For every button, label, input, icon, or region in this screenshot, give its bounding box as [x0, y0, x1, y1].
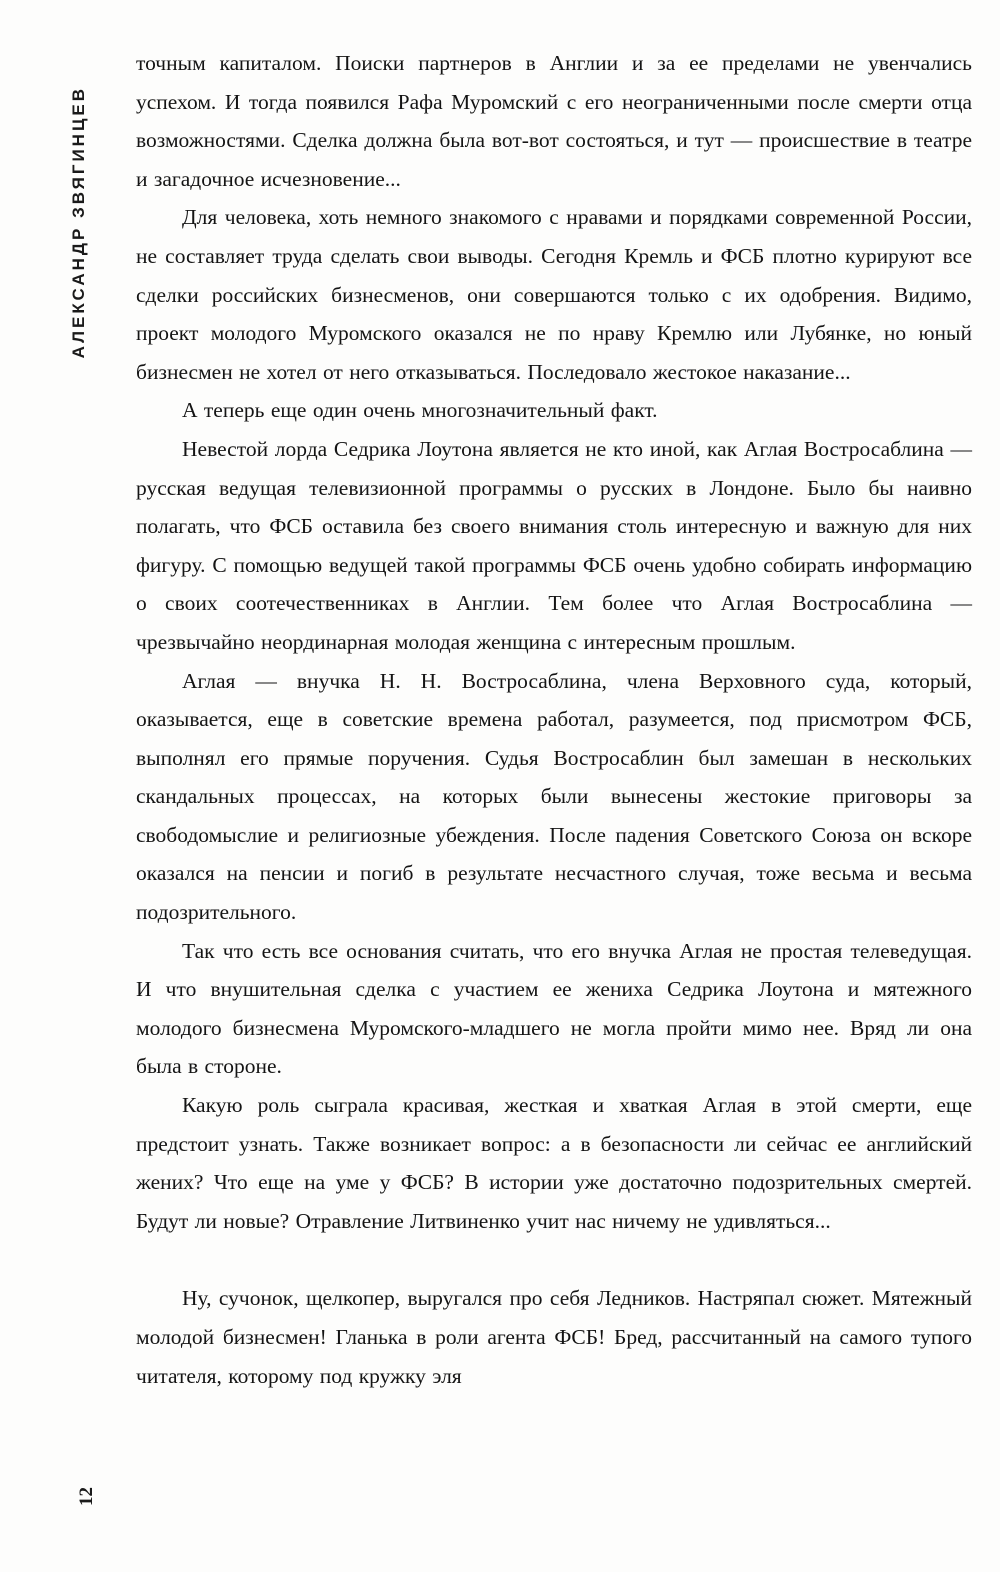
paragraph-6: Так что есть все основания считать, что его внучка Аглая не простая телеведущая. И что внушительная сделка с участием ее жениха Седрика Лоутона и мятежного молодого бизнесмена Муромского-младшего не могла пройти мимо нее. Вряд ли она была в стороне. — [136, 938, 972, 1079]
paragraph-3: А теперь еще один очень многозначительный факт. — [182, 398, 658, 423]
author-sidebar — [62, 52, 96, 392]
page-number — [70, 1470, 104, 1522]
paragraph-5: Аглая — внучка Н. Н. Востросаблина, члена Верховного суда, который, оказывается, еще в советские времена работал, разумеется, под присмотром ФСБ, выполнял его прямые поручения. Судья Востросаблин был замешан в нескольких скандальных процессах, на которых были вынесены жестокие приговоры за свободомыслие и религиозные убеждения. После падения Советского Союза он вскоре оказался на пенсии и погиб в результате несчастного случая, тоже весьма и весьма подозрительного. — [136, 668, 972, 925]
author-name: АЛЕКСАНДР ЗВЯГИНЦЕВ — [69, 85, 88, 359]
text-block — [136, 44, 972, 1395]
paragraph-7: Какую роль сыграла красивая, жесткая и хваткая Аглая в этой смерти, еще предстоит узнать. Также возникает вопрос: а в безопасности ли сейчас ее английский жених? Что еще на уме у ФСБ? В истории уже достаточно подозрительных смертей. Будут ли новые? Отравление Литвиненко учит нас ничему не удивляться... — [136, 1093, 972, 1233]
paragraph-8: Ну, сучонок, щелкопер, выругался про себя Ледников. Настряпал сюжет. Мятежный молодой бизнесмен! Гланька в роли агента ФСБ! Бред, рассчитанный на самого тупого читателя, которому под кружку эля — [136, 1286, 972, 1388]
paragraph-1: точным капиталом. Поиски партнеров в Англии и за ее пределами не увенчались успехом. И тогда появился Рафа Муромский с его неограниченными после смерти отца возможностями. Сделка должна была вот-вот состояться, и тут — происшествие в театре и загадочное исчезновение... — [136, 51, 972, 191]
paragraph-2: Для человека, хоть немного знакомого с нравами и порядками современной России, не составляет труда сделать свои выводы. Сегодня Кремль и ФСБ плотно курируют все сделки российских бизнесменов, они совершаются только с их одобрения. Видимо, проект молодого Муромского оказался не по нраву Кремлю или Лубянке, но юный бизнесмен не хотел от него отказываться. Последовало жестокое наказание... — [136, 205, 972, 384]
paragraph-4: Невестой лорда Седрика Лоутона является не кто иной, как Аглая Востросаблина — русская ведущая телевизионной программы о русских в Лондоне. Было бы наивно полагать, что ФСБ оставила без своего внимания столь интересную и важную для них фигуру. С помощью ведущей такой программы ФСБ очень удобно собирать информацию о своих соотечественниках в Англии. Тем более что Аглая Востросаблина — чрезвычайно неординарная молодая женщина с интересным прошлым. — [136, 436, 972, 654]
page-number-value: 12 — [76, 1486, 97, 1506]
